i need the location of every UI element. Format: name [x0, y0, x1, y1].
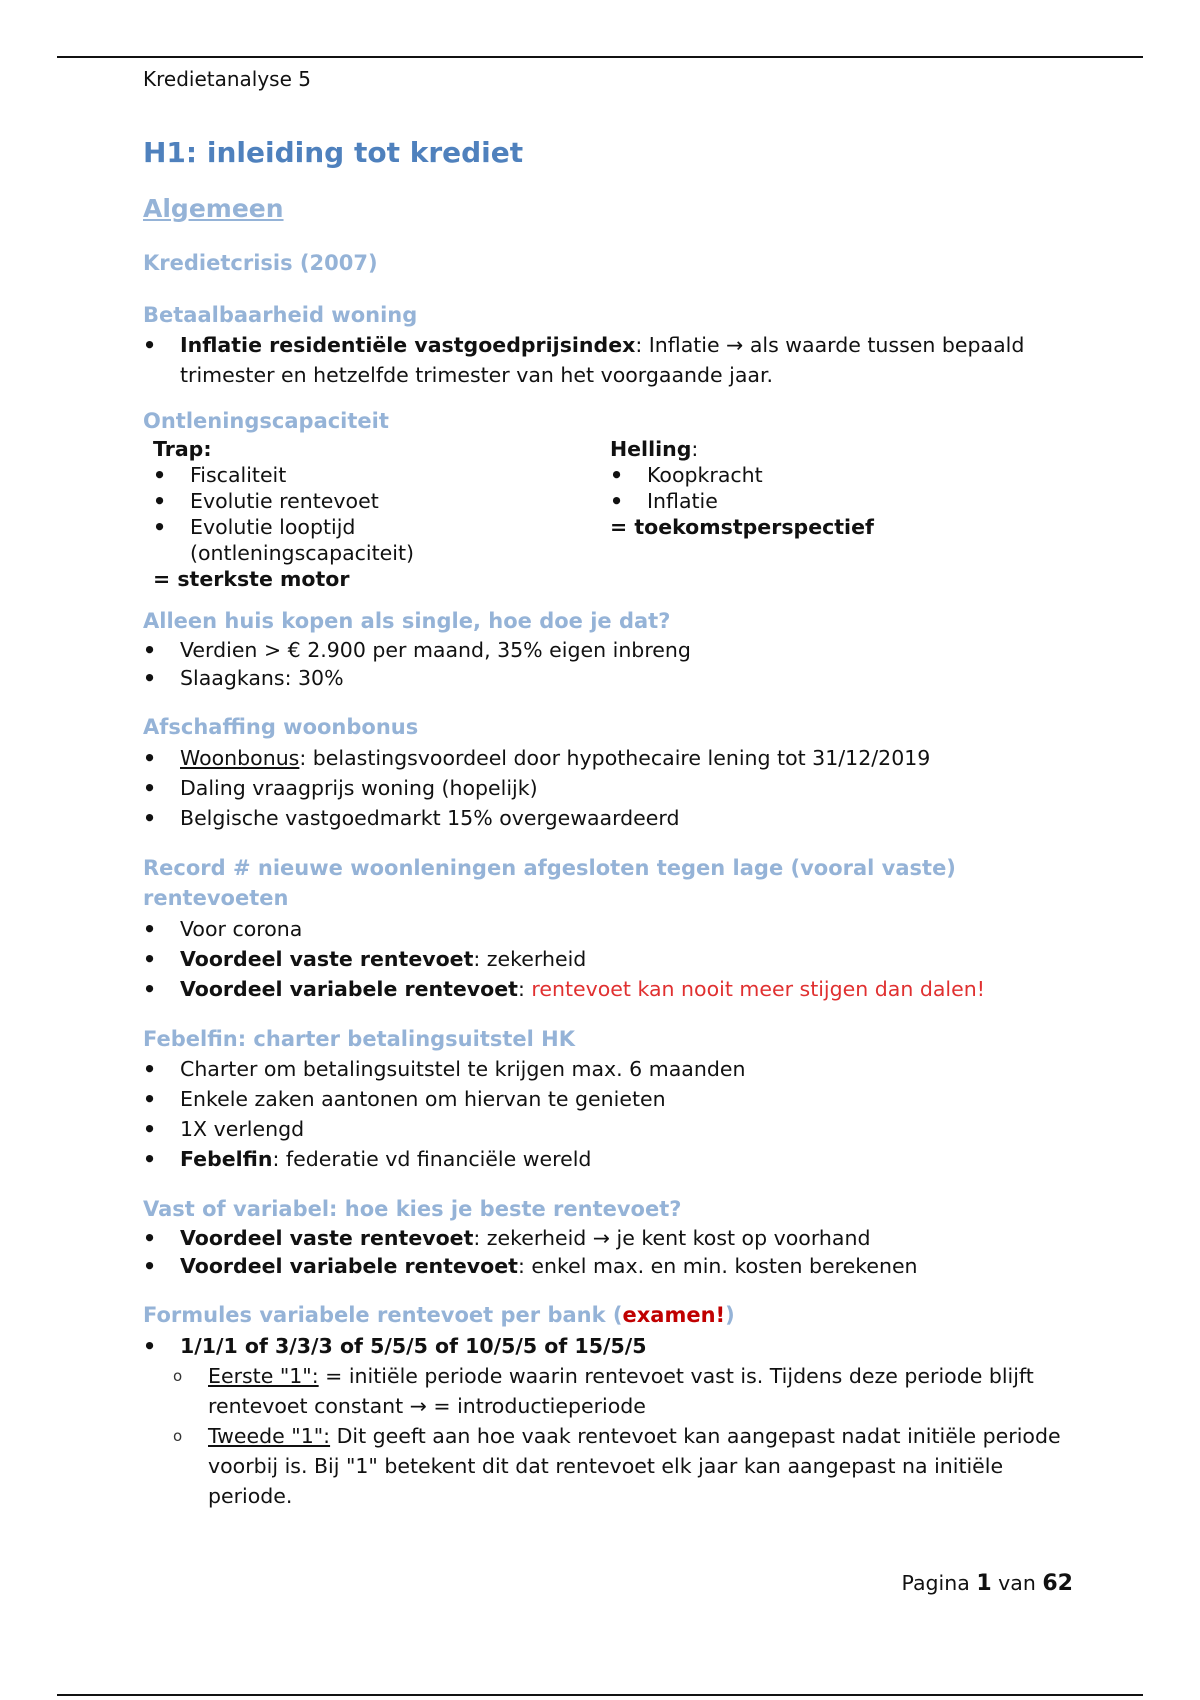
- list-item: [143, 1144, 1073, 1174]
- term: Febelfin: [180, 1146, 273, 1171]
- definition: = initiële periode waarin rentevoet vast is. Tijdens deze periode blijft rentevoet constant → = introductieperiode: [208, 1363, 1034, 1418]
- two-column-table: [143, 436, 1073, 592]
- term: Inflatie residentiële vastgoedprijsindex: [180, 333, 636, 358]
- helling-label-row: [610, 436, 1010, 462]
- section-title: Algemeen: [143, 193, 284, 223]
- term: Tweede "1":: [208, 1423, 331, 1448]
- top-rule: [57, 56, 1143, 58]
- section-woonbonus: [143, 712, 1073, 832]
- list-item: [143, 330, 1073, 390]
- section-single: [143, 606, 1073, 692]
- term: Voordeel vaste rentevoet: [180, 946, 474, 971]
- colon: :: [517, 976, 532, 1001]
- vast-heading: Vast of variabel: hoe kies je beste rentevoet?: [143, 1196, 682, 1221]
- page-content: [143, 66, 1073, 1511]
- section-record: [143, 853, 1073, 1004]
- list-item: [143, 944, 1073, 974]
- list-item: • Koopkracht: [610, 462, 1010, 488]
- definition: Dit geeft aan hoe vaak rentevoet kan aangepast nadat initiële periode voorbij is. Bij "1" betekent dit dat rentevoet elk jaar kan aangepast na initiële periode.: [208, 1423, 1061, 1508]
- definition: : belastingsvoordeel door hypothecaire lening tot 31/12/2019: [299, 745, 931, 770]
- list-item: • Belgische vastgoedmarkt 15% overgewaardeerd: [143, 803, 1073, 833]
- list-item: • Verdien > € 2.900 per maand, 35% eigen inbreng: [143, 636, 1073, 664]
- helling-column: [600, 436, 1010, 592]
- definition: : Inflatie → als waarde tussen bepaald trimester en hetzelfde trimester van het voorgaande jaar.: [180, 333, 1025, 388]
- list-item: [143, 1252, 1073, 1280]
- bottom-rule: [57, 1694, 1143, 1696]
- definition: : zekerheid → je kent kost op voorhand: [473, 1226, 871, 1251]
- definition: : zekerheid: [473, 946, 587, 971]
- running-header: Kredietanalyse 5: [143, 67, 311, 91]
- sub-list-item: [143, 1421, 1073, 1511]
- section-formules: [143, 1300, 1073, 1510]
- chapter-title: H1: inleiding tot krediet: [143, 136, 524, 169]
- list-item: • Voor corona: [143, 914, 1073, 944]
- definition: : federatie vd financiële wereld: [272, 1146, 592, 1171]
- list-item: • Inflatie: [610, 488, 1010, 514]
- record-heading: Record # nieuwe woonleningen afgesloten tegen lage (vooral vaste) rentevoeten: [143, 855, 956, 911]
- febelfin-heading: Febelfin: charter betalingsuitstel HK: [143, 1026, 575, 1051]
- helling-label: Helling: [610, 436, 692, 461]
- list-item: • Charter om betalingsuitstel te krijgen max. 6 maanden: [143, 1054, 1073, 1084]
- footer-pagina: Pagina: [901, 1571, 970, 1595]
- list-item: • Evolutie rentevoet: [153, 488, 600, 514]
- term: Voordeel vaste rentevoet: [180, 1226, 474, 1251]
- heading-text: Formules variabele rentevoet per bank (: [143, 1303, 623, 1328]
- helling-colon: :: [691, 436, 699, 461]
- list-item: • 1X verlengd: [143, 1114, 1073, 1144]
- list-item: • 1/1/1 of 3/3/3 of 5/5/5 of 10/5/5 of 15/5/5: [143, 1331, 1073, 1361]
- definition: : enkel max. en min. kosten berekenen: [517, 1254, 918, 1279]
- trap-result: = sterkste motor: [153, 566, 350, 591]
- section-vast-variabel: [143, 1194, 1073, 1280]
- ontlening-heading: Ontleningscapaciteit: [143, 409, 389, 434]
- section-febelfin: [143, 1024, 1073, 1174]
- footer-current-page: 1: [976, 1571, 992, 1596]
- list-item: • Fiscaliteit: [153, 462, 600, 488]
- helling-result: = toekomstperspectief: [610, 514, 874, 539]
- trap-label: Trap:: [153, 436, 212, 461]
- term: Woonbonus: [180, 745, 300, 770]
- highlight-text: rentevoet kan nooit meer stijgen dan dalen!: [531, 976, 985, 1001]
- footer-van: van: [998, 1571, 1036, 1595]
- single-heading: Alleen huis kopen als single, hoe doe je dat?: [143, 608, 671, 633]
- term: Voordeel variabele rentevoet: [180, 1254, 518, 1279]
- term: Voordeel variabele rentevoet: [180, 976, 518, 1001]
- list-item: [143, 743, 1073, 773]
- list-item: • Daling vraagprijs woning (hopelijk): [143, 773, 1073, 803]
- footer-total-pages: 62: [1042, 1571, 1073, 1596]
- section-kredietcrisis: [143, 248, 1073, 278]
- list-item: • Enkele zaken aantonen om hiervan te genieten: [143, 1084, 1073, 1114]
- section-betaalbaarheid: [143, 300, 1073, 390]
- exam-flag: examen!: [622, 1303, 726, 1328]
- page-footer: [902, 1571, 1074, 1596]
- sub-list-item: [143, 1361, 1073, 1421]
- betaalbaarheid-heading: Betaalbaarheid woning: [143, 303, 418, 328]
- heading-close: ): [725, 1303, 735, 1328]
- list-item: • Slaagkans: 30%: [143, 664, 1073, 692]
- list-item: [143, 974, 1073, 1004]
- formules-heading: [143, 1300, 1073, 1330]
- list-item: • Evolutie looptijd (ontleningscapaciteit): [153, 514, 445, 566]
- section-ontleningscapaciteit: [143, 408, 1073, 591]
- term: Eerste "1":: [208, 1363, 319, 1388]
- list-item: [143, 1224, 1073, 1252]
- trap-column: [143, 436, 600, 592]
- woonbonus-heading: Afschaffing woonbonus: [143, 715, 419, 740]
- kredietcrisis-heading: Kredietcrisis (2007): [143, 250, 378, 275]
